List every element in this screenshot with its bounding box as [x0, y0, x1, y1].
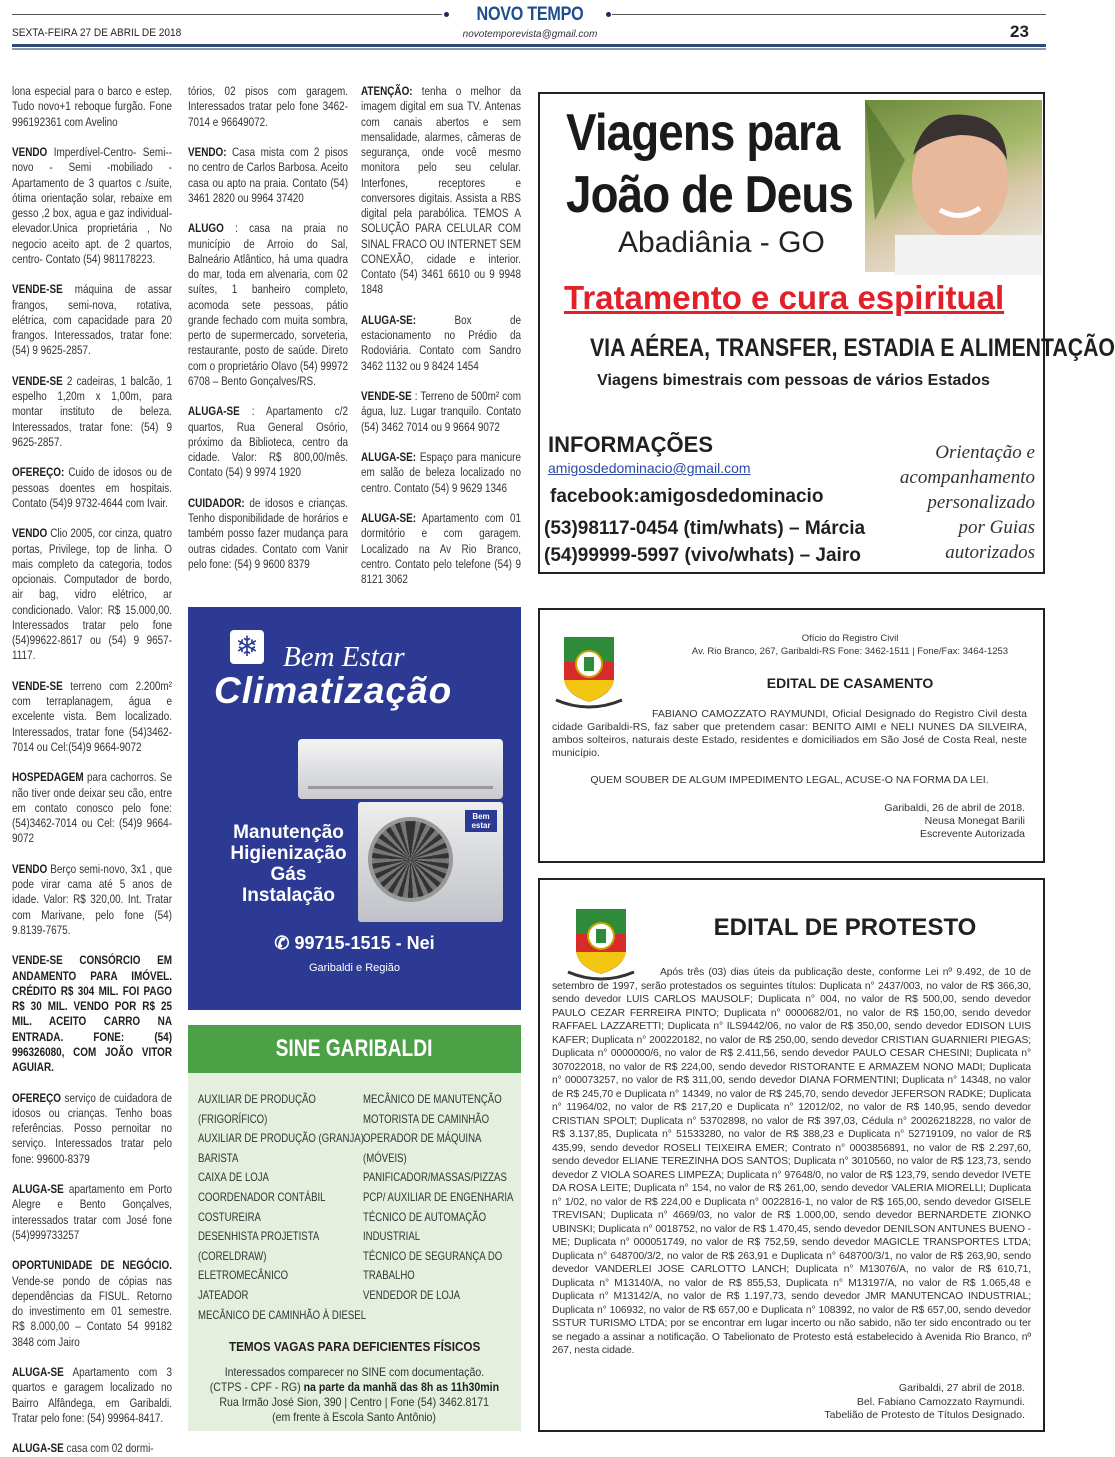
- classified-ad-heading: ALUGA-SE: [188, 404, 240, 419]
- climatizacao-ad: [188, 607, 521, 1010]
- page-number: 23: [1010, 22, 1029, 41]
- job-listing: VENDEDOR DE LOJA: [363, 1287, 461, 1302]
- job-listing: JATEADOR: [198, 1287, 249, 1302]
- header-dot: [606, 12, 611, 17]
- classified-ad-heading: OFEREÇO: [12, 1090, 62, 1105]
- travel-ad-title: Viagens para João de Deus: [566, 104, 853, 224]
- job-listing: PCP/ AUXILIAR DE ENGENHARIA: [363, 1189, 514, 1204]
- clima-region: Garibaldi e Região: [308, 962, 401, 974]
- classified-ad-text: Espaço para manicure em salão de beleza localizado no centro. Contato (54) 9 9629 1346: [361, 450, 521, 495]
- classified-ad-heading: ALUGA-SE:: [361, 312, 417, 327]
- classified-ad-heading: OPORTUNIDADE DE NEGÓCIO.: [12, 1258, 172, 1273]
- travel-ad: [538, 92, 1115, 574]
- clima-services: Manutenção Higienização Gás Instalação: [230, 822, 347, 906]
- job-listing: BARISTA: [198, 1150, 239, 1165]
- classified-ad: [12, 679, 172, 755]
- travel-ad-facebook: facebook:amigosdedominacio: [550, 486, 824, 507]
- classified-ad-text: Cuido de idosos ou de pessoas doentes em hospitais. Contato (54)9 9732-4644 com Ivair.: [12, 465, 172, 510]
- classified-ad: [361, 313, 521, 374]
- classified-ad: [12, 145, 172, 267]
- travel-ad-email[interactable]: amigosdedominacio@gmail.com: [548, 460, 751, 476]
- classified-ad: [188, 496, 348, 572]
- travel-ad-place: Abadiânia - GO: [618, 226, 825, 259]
- classifieds-column-1: [12, 84, 172, 1456]
- job-listing: TÉCNICO DE SEGURANÇA DO: [363, 1248, 503, 1263]
- sine-jobs-left: [198, 1090, 366, 1325]
- classified-ad: [361, 450, 521, 496]
- classified-ad: [12, 1091, 172, 1167]
- header-double-rule: [12, 44, 1046, 47]
- job-listing: TRABALHO: [363, 1268, 415, 1283]
- classified-ad: [12, 862, 172, 938]
- protesto-title: EDITAL DE PROTESTO: [713, 914, 977, 941]
- header-rule-right: [612, 14, 1046, 15]
- classified-ad: [12, 526, 172, 663]
- job-listing: MOTORISTA DE CAMINHÃO: [363, 1111, 490, 1126]
- classified-ad: [12, 1258, 172, 1350]
- classified-ad-text: Box de estacionamento no Prédio da Rodoviária. Contato com Sandro 3462 1132 ou 9 8424 1454: [361, 312, 521, 373]
- classified-ad: [12, 282, 172, 358]
- header-rule-left: [12, 14, 442, 15]
- classified-ad-heading: ALUGA-SE:: [361, 450, 417, 464]
- fan-icon: [368, 817, 453, 902]
- job-listing: INDUSTRIAL: [363, 1229, 421, 1244]
- classified-ad-text: de idosos e crianças. Tenho disponibilidade de horários e também posso fazer mudança para outras cidades. Contato com Vanir pelo fone: (54) 9 9600 8379: [188, 495, 348, 571]
- job-listing: (FRIGORÍFICO): [198, 1111, 268, 1126]
- classified-ad-text: 2 cadeiras, 1 balcão, 1 espelho 1,20m x 1,00m, para montar instituto de beleza. Interessados, tratar fone: (54) 9 9625-2857.: [12, 373, 172, 449]
- classified-ad-heading: ATENÇÃO:: [361, 84, 413, 98]
- classified-ad-text: : casa na praia no município de Arroio do Sal, Balneário Atlântico, há uma quadra do mar, toda em alvenaria, com 02 suítes, 1 banheiro completo, acomoda sete pessoas, pátio grande fechado com muita sombra, perto de supermercado, sorveteria, restaurante, posto de saúde. Direto com o proprietário Olavo (54) 99972 6708 – Bento Gonçalves/RS.: [188, 221, 348, 388]
- classified-ad-text: tórios, 02 pisos com garagem. Interessados tratar pelo fone 3462-7014 e 96649072.: [188, 84, 348, 129]
- classified-ad: [188, 84, 348, 130]
- classified-ad-text: : Terreno de 500m² com água, luz. Lugar tranquilo. Contato (54) 3462 7014 ou 9 9664 9072: [361, 389, 521, 434]
- classifieds-column-3: [361, 84, 521, 584]
- classified-ad-text: Vende-se pondo de cópias nas dependências da FISUL. Retorno do investimento em 01 semestre. R$ 8.000,00 – Contato 54 99182 3848 com Jairo: [12, 1273, 172, 1349]
- classified-ad: [12, 465, 172, 511]
- coat-of-arms-icon: [554, 632, 624, 712]
- job-listing: MECÂNICO DE CAMINHÃO À DIESEL: [198, 1307, 367, 1322]
- classified-ad-heading: VENDE-SE: [12, 678, 63, 693]
- classified-ad-heading: ALUGA-SE:: [361, 511, 417, 525]
- travel-ad-phone: (54)99999-5997 (vivo/whats) – Jairo: [544, 545, 861, 566]
- snowflake-icon: ❄: [230, 630, 264, 664]
- classified-ad-text: apartamento em Porto Alegre e Bento Gonçalves, interessados tratar com José fone (54)999733257: [12, 1182, 172, 1242]
- job-listing: (CORELDRAW): [198, 1248, 267, 1263]
- air-conditioner-image: [298, 739, 503, 799]
- classified-ad-text: Casa mista com 2 pisos no centro de Carlos Barbosa. Aceito casa ou apto na praia. Contato (54) 3461 2820 ou 9964 37420: [188, 145, 348, 205]
- classified-ad: [12, 1182, 172, 1243]
- job-listing: AUXILIAR DE PRODUÇÃO (GRANJA): [198, 1131, 364, 1146]
- classified-ad: [361, 389, 521, 435]
- protesto-signature: Garibaldi, 27 abril de 2018. Bel. Fabiano Camozzato Raymundi. Tabelião de Protesto de Títulos Designado.: [824, 1382, 1025, 1421]
- condenser-unit-image: [358, 802, 503, 922]
- clima-brand-title: Climatização: [214, 670, 453, 711]
- issue-date: SEXTA-FEIRA 27 DE ABRIL DE 2018: [12, 27, 182, 39]
- classified-ad-heading: ALUGA-SE: [12, 1365, 64, 1379]
- classified-ad: [12, 953, 172, 1075]
- classified-ad-heading: OFEREÇO:: [12, 465, 65, 480]
- classified-ad-heading: VENDO: [12, 861, 48, 876]
- classified-ad-heading: ALUGO: [188, 221, 224, 236]
- travel-ad-subtitle: Viagens bimestrais com pessoas de vários Estados: [597, 372, 990, 389]
- protesto-body: Após três (03) dias úteis da publicação deste, conforme Lei nº 9.492, de 10 de setembro de 1997, serão protestados os seguintes títulos: Duplicata n° 2437/003, no valor de R$ 366,30, sendo devedor LUIS CARLOS MAUSOLF; Duplicata n° 004, no valor de R$ 500,00, sendo devedor PAULO CEZAR FERREIRA PINTO; Duplicata n° 0000682/01, no valor de R$ 150,00, sendo devedor RAFFAEL LAZZARETTI; Duplicata n° ILS9442/06, no valor de R$ 350,00, sendo devedor EDISON LUIS KAFER; Duplicata n° 200220182, no valor de R$ 250,00, sendo devedor CRISTIAN GUARNIERI PIEGAS; Duplicata n° 0000000/6, no valor de R$ 2.411,56, sendo devedor PAULO CESAR CHESINI; Duplicata n° 307022018, no valor de R$ 224,00, sendo devedor RISTORANTE E ARMAZEM NONO MADI; Duplicata n° 000073257, no valor de R$ 311,00, sendo devedor DIANA FORMENTINI; Duplicata n° 14348, no valor de R$ 245,70 e Duplicata n° 14349, no valor de R$ 245,70, sendo devedor JEFERSON RADKE; Duplicata n° 11964/02, no valor de R$ 217,20 e Duplicata n° 12012/02, no valor de R$ 140,95, sendo devedor CRISTIAN SPOLT; Duplicata n° 53702898, no valor de R$ 397,03, Cédula n° 20026218228, no valor de R$ 3.137,85, Duplicata n° 51533280, no valor de R$ 388,23 e Duplicata n° 52719109, no valor de R$ 435,99, sendo devedor ROSELI TEIXEIRA EMER; Contrato n° 0003856891, no valor de R$ 2.297,60, sendo devedor ELIANE TEREZINHA DOS SANTOS; Duplicata n° 3010560, no valor de R$ 123,73, sendo devedor Z VIOLA SOARES LIMPEZA; Duplicata n° 97648/0, no valor de R$ 123,79, sendo devedor IVETE DA ROSA LEITE; Duplicata n° 154, no valor de R$ 261,00, sendo devedor VALERIA MIORELLI; Duplicata n° 1/02, no valor de R$ 224,00 e Duplicata n° 0022816-1, no valor de R$ 165,00, sendo devedor GISELE TREVISAN; Duplicata n° 4669/03, no valor de R$ 1.000,00, sendo devedor BERNARDETE ZIONKO UBINSKI; Duplicata n° 0018752, no valor de R$ 1.470,45, sendo devedor DENILSON ANTUNES BUENO - ME; Duplicata n° 000051749, no valor de R$ 752,59, sendo devedor MAGICLE TRANSPORTES LTDA; Duplicata n° 648700/3/2, no valor de R$ 263,91 e Duplicata n° 648700/3/1, no valor de R$ 263,90, sendo devedor VANDERLEI JOSE CARLOTTO LANCH; Duplicata n° M13076/A, no valor de R$ 610,71, Duplicata n° M13140/A, no valor de R$ 855,53, Duplicata n° M13197/A, no valor de R$ 1.065,48 e Duplicata n° M13142/A, no valor de R$ 1.197,73, sendo devedor JMR MANUTENCAO INDUSTRIAL; Duplicata n° 106932, no valor de R$ 657,00 e Duplicata n° 108392, no valor de R$ 657,00, sendo devedor SSTUR TURISMO LTDA; por se encontrar em lugar incerto ou não sabido, não ter sido encontrado ou ter se negado a assinar a notificação. O Tabelionato de Protesto está estabelecido à Avenida Rio Branco, nº 267, nesta cidade.: [552, 967, 1031, 1356]
- classified-ad-heading: VENDO: [12, 145, 48, 159]
- edital-casamento: [538, 608, 1045, 863]
- classified-ad-text: Imperdível-Centro- Semi--novo - Semi -mobiliado -Apartamento de 3 quartos c /suite, ótima orientação solar, rebaixe em gesso ,2 box, agua e gaz individual-elevador.Unica proprietária , No negocio aceito apt. de 2 quartos, centro- Contato (54) 981178223.: [12, 145, 172, 266]
- travel-ad-services: VIA AÉREA, TRANSFER, ESTADIA E ALIMENTAÇÃO: [590, 334, 1115, 362]
- classified-ad-text: para cachorros. Se não tiver onde deixar seu cão, entre em contato conosco pelo fone: (54)3462-7014 ou Cel: (54)9 9664-9072: [12, 770, 172, 846]
- job-listing: MECÂNICO DE MANUTENÇÃO: [363, 1092, 502, 1106]
- classified-ad-text: máquina de assar frangos, semi-nova, rotativa, elétrica, com capacidade para 20 frangos. Interessados, tratar fone: (54) 9 9625-2857.: [12, 282, 172, 358]
- classified-ad-heading: VENDE-SE CONSÓRCIO EM ANDAMENTO PARA IMÓVEL. CRÉDITO R$ 304 MIL. FOI PAGO R$ 30 MIL. VENDO POR R$ 25 MIL. ACEITO CARRO NA ENTRADA. FONE: (54) 996326080, COM JOÃO VITOR AGUIAR.: [12, 953, 172, 1074]
- classified-ad: [188, 404, 348, 480]
- classified-ad-heading: ALUGA-SE: [12, 1182, 64, 1196]
- classified-ad-text: terreno com 2.200m² com terraplanagem, água e excelente vista. Bem localizado. Interessados, tratar fone (54)3462-7014 ou Cel:(54)9 9664-9072: [12, 678, 172, 754]
- unit-logo: Bem estar: [465, 810, 497, 832]
- travel-ad-headline: Tratamento e cura espiritual: [564, 279, 1005, 316]
- sine-jobs-right: [363, 1090, 513, 1306]
- edital-protesto: [538, 878, 1045, 1432]
- classified-ad: [188, 145, 348, 206]
- casamento-notice: QUEM SOUBER DE ALGUM IMPEDIMENTO LEGAL, ACUSE-O NA FORMA DA LEI.: [590, 774, 989, 786]
- travel-ad-info-label: INFORMAÇÕES: [548, 432, 713, 457]
- classified-ad-heading: ALUGA-SE: [12, 1441, 64, 1456]
- classified-ad-text: lona especial para o barco e estep. Tudo novo+1 reboque furgão. Fone 996192361 com Avelino: [12, 84, 172, 129]
- classified-ad-heading: CUIDADOR:: [188, 495, 245, 510]
- job-listing: COORDENADOR CONTÁBIL: [198, 1189, 326, 1204]
- classified-ad-text: serviço de cuidadora de idosos ou crianças. Tenho boas referências. Posso pernoitar no serviço. Interessados tratar pelo fone: 99600-8379: [12, 1090, 172, 1166]
- casamento-title: EDITAL DE CASAMENTO: [766, 675, 934, 691]
- clima-phone: ✆ 99715-1515 - Nei: [274, 933, 435, 953]
- job-listing: (MÓVEIS): [363, 1150, 407, 1165]
- classified-ad: [12, 84, 172, 130]
- sine-vagas-note: TEMOS VAGAS PARA DEFICIENTES FÍSICOS: [228, 1339, 481, 1354]
- header-dot: [444, 12, 449, 17]
- header-double-rule: [12, 48, 1046, 50]
- classified-ad-text: casa com 02 dormi-: [66, 1441, 154, 1456]
- clima-brand: Bem Estar: [283, 641, 405, 673]
- classified-ad: [12, 770, 172, 846]
- classified-ad: [361, 84, 521, 298]
- classified-ad-text: Apartamento com 01 dormitório e com garagem. Localizado na Av Rio Branco, centro. Contato pelo telefone (54) 9 8121 3062: [361, 511, 521, 586]
- classified-ad: [361, 511, 521, 587]
- classified-ad-text: : Apartamento c/2 quartos, Rua General Osório, próximo da Biblioteca, centro da cidade. Valor: R$ 800,00/mês. Contato (54) 9 9974 1920: [188, 404, 348, 480]
- travel-ad-orientation: Orientação e acompanhamento personalizado por Guias autorizados: [899, 442, 1035, 563]
- classified-ad-heading: VENDE-SE: [12, 373, 63, 388]
- classified-ad-heading: HOSPEDAGEM: [12, 770, 84, 785]
- classified-ad-heading: VENDO:: [188, 145, 227, 159]
- sine-title: SINE GARIBALDI: [188, 1025, 521, 1073]
- job-listing: OPERADOR DE MÁQUINA: [363, 1131, 482, 1146]
- sine-footer: Interessados comparecer no SINE com documentação. (CTPS - CPF - RG) na parte da manhã das 8h as 11h30min Rua Irmão José Sion, 390 | Centro | Fone (54) 3462.8171 (em frente à Escola Santo Antônio): [209, 1365, 500, 1424]
- travel-ad-phone: (53)98117-0454 (tim/whats) – Márcia: [544, 518, 866, 539]
- classified-ad-heading: VENDE-SE: [361, 389, 412, 403]
- job-listing: TÉCNICO DE AUTOMAÇÃO: [363, 1209, 487, 1224]
- classified-ad-text: Berço semi-novo, 3x1 , que pode virar cama até 5 anos de idade. Valor: R$ 320,00. Int. Tratar com Marivane, pelo fone (54) 9.8139-7675.: [12, 861, 172, 937]
- job-listing: CAIXA DE LOJA: [198, 1170, 269, 1185]
- classified-ad-text: Apartamento com 3 quartos e garagem localizado no Bairro Alfândega, em Garibaldi. Tratar pelo fone: (54) 99964-8417.: [12, 1365, 172, 1425]
- classified-ad: [188, 221, 348, 389]
- classified-ad: [12, 1365, 172, 1426]
- casamento-signature: Garibaldi, 26 de abril de 2018. Neusa Monegat Barili Escrevente Autorizada: [884, 802, 1025, 840]
- job-listing: DESENHISTA PROJETISTA: [198, 1229, 320, 1244]
- casamento-body: FABIANO CAMOZZATO RAYMUNDI, Oficial Designado do Registro Civil desta cidade Garibaldi-RS, faz saber que pretendem casar: BENITO AIMI e NELI NUNES DA SILVEIRA, ambos solteiros, naturais deste Estado, residentes e domiciliados em São José de Costa Real, neste município.: [552, 708, 1027, 759]
- masthead-email: novotemporevista@gmail.com: [462, 29, 598, 40]
- classified-ad-text: Clio 2005, cor cinza, quatro portas, Privilege, top de linha. O mais completo da categoria, todos opcionais. Computador de bordo, air bag, vidro elétrico, ar condicionado. Valor: R$ 15.000,00. Interessados tratar pelo fone (54)99622-8617 ou (54) 9 9657-1117.: [12, 526, 172, 663]
- classified-ad: [12, 374, 172, 450]
- registry-office: Ofício do Registro Civil Av. Rio Branco, 267, Garibaldi-RS Fone: 3462-1511 | Fone/Fax: 3464-1253: [691, 633, 1009, 657]
- job-listing: PANIFICADOR/MASSAS/PIZZAS: [363, 1170, 507, 1185]
- masthead-title: NOVO TEMPO: [476, 4, 584, 25]
- job-listing: COSTUREIRA: [198, 1209, 261, 1224]
- classified-ad: [12, 1441, 172, 1456]
- classified-ad-heading: VENDO: [12, 526, 48, 541]
- sine-box: [188, 1025, 521, 1431]
- job-listing: AUXILIAR DE PRODUÇÃO: [198, 1092, 316, 1106]
- portrait-photo: [865, 100, 1042, 272]
- classified-ad-text: tenha o melhor da imagem digital em sua TV. Antenas com canais abertos e sem mensalidade, alarmes, câmeras de segurança, onde você mesmo monitora pelo seu celular. Interfones, receptores e conversores digitais. Assista a RBS digital pela parabólica. TEMOS A SOLUÇÃO PARA CELULAR COM SINAL FRACO OU INTERNET SEM CONEXÃO, cidade e interior. Contato (54) 3461 6610 ou 9 9948 1848: [361, 84, 521, 297]
- job-listing: ELETROMECÂNICO: [198, 1268, 289, 1283]
- classifieds-column-2: [188, 84, 348, 584]
- classified-ad-heading: VENDE-SE: [12, 282, 63, 297]
